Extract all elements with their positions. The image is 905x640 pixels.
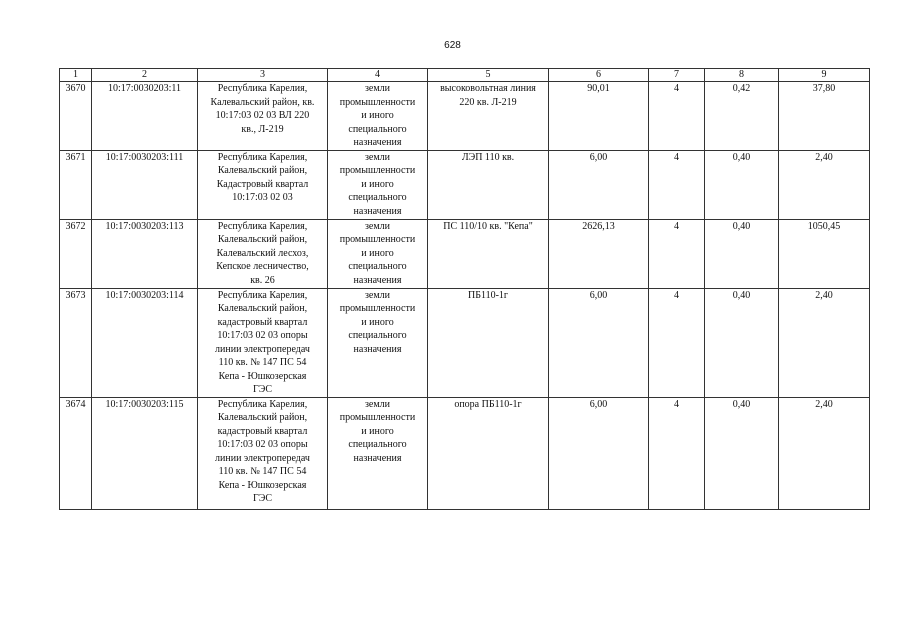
table-row	[60, 397, 870, 509]
address-cell	[198, 219, 328, 288]
address-cell-line: Калевальский район,	[217, 165, 308, 176]
column-9-cell: 2,40	[779, 150, 870, 219]
land-category-cell	[328, 397, 428, 509]
address-cell-line: Калевальский район,	[217, 412, 308, 423]
cadastral-number-cell: 10:17:0030203:113	[92, 219, 198, 288]
column-header-5: 5	[428, 69, 549, 82]
address-cell-line: 10:17:03 02 03 опоры	[217, 330, 308, 341]
column-8-cell: 0,40	[705, 397, 779, 509]
column-7-cell: 4	[649, 397, 705, 509]
column-header-7: 7	[649, 69, 705, 82]
column-7-cell: 4	[649, 150, 705, 219]
land-category-cell-line: и иного	[361, 178, 394, 190]
permitted-use-cell-line: высоковольтная линия	[440, 83, 536, 94]
land-category-cell-line: назначения	[353, 137, 402, 148]
address-cell-line: кадастровый квартал	[217, 425, 308, 437]
address-cell-line: линии электропередач	[215, 343, 310, 355]
land-category-cell	[328, 82, 428, 151]
land-category-cell-line: назначения	[353, 343, 402, 355]
address-cell-line: Кепа - Юшкозерская	[218, 479, 307, 491]
cadastral-number-cell: 10:17:0030203:115	[92, 397, 198, 509]
table-row	[60, 219, 870, 288]
permitted-use-cell	[428, 219, 549, 288]
column-9-cell: 2,40	[779, 288, 870, 397]
cadastral-number-cell: 10:17:0030203:114	[92, 288, 198, 397]
land-category-cell-line: специального	[348, 123, 407, 135]
column-8-cell: 0,40	[705, 288, 779, 397]
address-cell	[198, 397, 328, 509]
address-cell-line: Кадастровый квартал	[216, 178, 309, 190]
address-cell-line: кадастровый квартал	[217, 316, 308, 328]
permitted-use-cell	[428, 82, 549, 151]
address-cell	[198, 82, 328, 151]
land-category-cell	[328, 219, 428, 288]
land-category-cell-line: специального	[348, 439, 407, 450]
column-7-cell: 4	[649, 288, 705, 397]
land-category-cell-line: назначения	[353, 205, 402, 217]
permitted-use-cell-line: ПС 110/10 кв. "Кепа"	[443, 220, 533, 232]
address-cell-line: Калевальский район, кв.	[210, 96, 315, 108]
land-category-cell-line: земли	[364, 398, 391, 410]
permitted-use-cell-line: 220 кв. Л-219	[459, 96, 517, 108]
land-category-cell-line: специального	[348, 192, 407, 203]
address-cell	[198, 150, 328, 219]
column-9-cell: 37,80	[779, 82, 870, 151]
row-number-cell: 3674	[60, 397, 92, 509]
land-category-cell-line: промышленности	[339, 96, 416, 108]
permitted-use-cell-line: ЛЭП 110 кв.	[461, 151, 515, 163]
land-category-cell-line: назначения	[353, 452, 402, 464]
land-category-cell-line: промышленности	[339, 234, 416, 245]
table-row	[60, 82, 870, 151]
land-category-cell-line: земли	[364, 83, 391, 94]
land-category-cell-line: земли	[364, 220, 391, 232]
row-number-cell: 3673	[60, 288, 92, 397]
land-category-cell-line: специального	[348, 261, 407, 272]
column-8-cell: 0,42	[705, 82, 779, 151]
address-cell-line: Кепа - Юшкозерская	[218, 370, 307, 382]
column-header-4: 4	[328, 69, 428, 82]
cadastral-number-cell: 10:17:0030203:11	[92, 82, 198, 151]
column-header-3: 3	[198, 69, 328, 82]
address-cell-line: линии электропередач	[215, 452, 310, 464]
area-cell: 6,00	[549, 288, 649, 397]
address-cell-line: 10:17:03 02 03 опоры	[217, 439, 308, 450]
row-number-cell: 3670	[60, 82, 92, 151]
area-cell: 90,01	[549, 82, 649, 151]
address-cell-line: 110 кв. № 147 ПС 54	[218, 466, 307, 477]
address-cell-line: Калевальский лесхоз,	[216, 247, 309, 259]
land-category-cell-line: промышленности	[339, 165, 416, 176]
land-category-cell-line: специального	[348, 330, 407, 341]
land-category-cell-line: назначения	[353, 274, 402, 286]
column-7-cell: 4	[649, 219, 705, 288]
permitted-use-cell-line: ПБ110-1г	[467, 289, 509, 301]
address-cell-line: Калевальский район,	[217, 234, 308, 245]
address-cell-line: ГЭС	[252, 493, 273, 504]
table-header	[60, 69, 870, 82]
column-header-8: 8	[705, 69, 779, 82]
permitted-use-cell-line: опора ПБ110-1г	[454, 398, 522, 410]
address-cell-line: 110 кв. № 147 ПС 54	[218, 357, 307, 368]
column-header-2: 2	[92, 69, 198, 82]
land-category-cell-line: и иного	[361, 316, 394, 328]
address-cell-line: Кепское лесничество,	[216, 261, 309, 272]
column-7-cell: 4	[649, 82, 705, 151]
address-cell-line: Республика Карелия,	[217, 398, 308, 410]
land-category-cell	[328, 288, 428, 397]
address-cell-line: Калевальский район,	[217, 303, 308, 314]
page-number: 628	[444, 40, 461, 51]
address-cell-line: Республика Карелия,	[217, 151, 308, 163]
column-9-cell: 2,40	[779, 397, 870, 509]
area-cell: 6,00	[549, 397, 649, 509]
table-row	[60, 150, 870, 219]
address-cell-line: Республика Карелия,	[217, 220, 308, 232]
land-category-cell-line: земли	[364, 151, 391, 163]
land-category-cell	[328, 150, 428, 219]
column-header-6: 6	[549, 69, 649, 82]
area-cell: 6,00	[549, 150, 649, 219]
column-header-9: 9	[779, 69, 870, 82]
land-register-table	[59, 68, 870, 510]
column-8-cell: 0,40	[705, 150, 779, 219]
row-number-cell: 3672	[60, 219, 92, 288]
permitted-use-cell	[428, 288, 549, 397]
row-number-cell: 3671	[60, 150, 92, 219]
address-cell-line: Республика Карелия,	[217, 83, 308, 94]
area-cell: 2626,13	[549, 219, 649, 288]
header-row	[60, 69, 870, 82]
permitted-use-cell	[428, 150, 549, 219]
table-row	[60, 288, 870, 397]
land-category-cell-line: земли	[364, 289, 391, 301]
land-category-cell-line: промышленности	[339, 303, 416, 314]
address-cell-line: 10:17:03 02 03 ВЛ 220	[215, 110, 310, 121]
cadastral-number-cell: 10:17:0030203:111	[92, 150, 198, 219]
address-cell-line: ГЭС	[252, 384, 273, 395]
land-category-cell-line: промышленности	[339, 412, 416, 423]
column-9-cell: 1050,45	[779, 219, 870, 288]
land-category-cell-line: и иного	[361, 247, 394, 259]
table-body	[60, 82, 870, 510]
land-category-cell-line: и иного	[361, 110, 394, 121]
land-category-cell-line: и иного	[361, 425, 394, 437]
address-cell-line: кв. 26	[250, 274, 275, 286]
address-cell-line: 10:17:03 02 03	[232, 192, 293, 203]
column-8-cell: 0,40	[705, 219, 779, 288]
permitted-use-cell	[428, 397, 549, 509]
address-cell-line: Республика Карелия,	[217, 289, 308, 301]
address-cell-line: кв., Л-219	[241, 123, 284, 135]
column-header-1: 1	[60, 69, 92, 82]
address-cell	[198, 288, 328, 397]
